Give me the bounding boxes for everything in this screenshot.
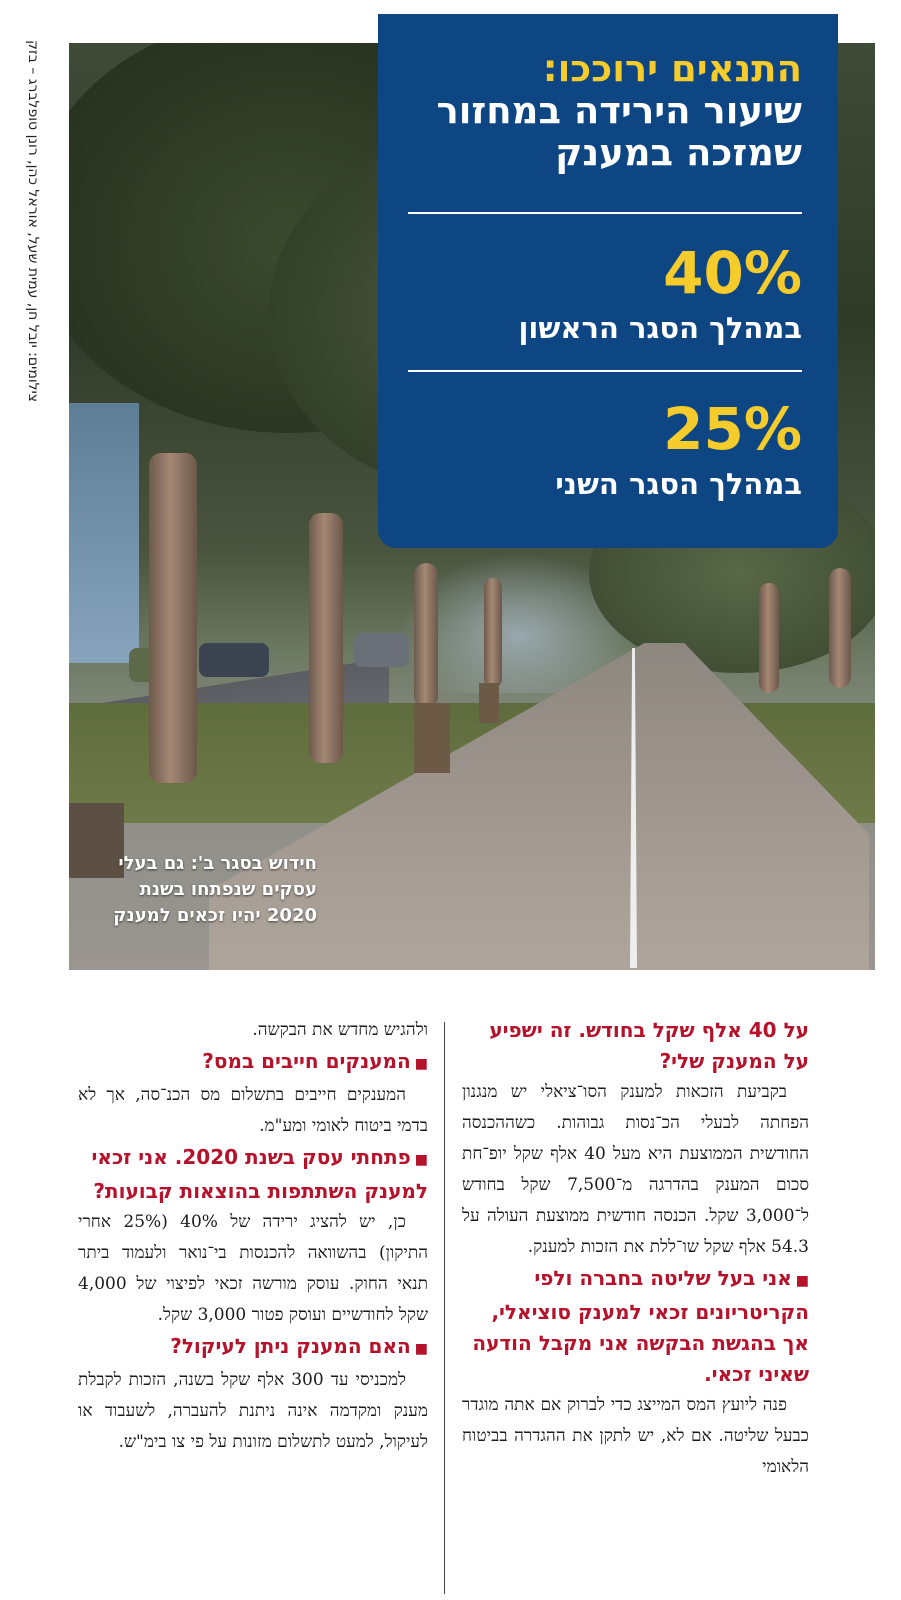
- info-title-highlight: התנאים ירוככו:: [542, 47, 802, 90]
- square-bullet-icon: ■: [414, 1152, 428, 1168]
- answer-paragraph: למכניסי עד 300 אלף שקל בשנה, הזכות לקבלת מענק ומקדמה אינה ניתנת להעברה, לשעבוד או לעיקול, למעט לתשלום מזונות על פי צו בימ"ש.: [78, 1370, 428, 1452]
- caption-line: 2020 יהיו זכאים למענק: [113, 905, 317, 926]
- photo-caption: [87, 851, 317, 929]
- divider: [408, 212, 802, 214]
- answer-paragraph: בקביעת הזכאות למענק הסו־ציאלי יש מנגנון הפחתה לבעלי הכ־נסות גבוהות. כשההכנסה החודשית הממוצעת היא מעל 40 אלף שקל יופ־חת סכום המענק בהדרגה מ־7,500 שקל בחודש ל־3,000 שקל. הכנסה חודשית ממוצעת העולה על 54.3 אלף שקל שו־ללת את הזכות למענק.: [462, 1082, 809, 1257]
- parked-car: [199, 643, 269, 677]
- caption-line: חידוש בסגר ב': גם בעלי: [118, 853, 317, 874]
- question-heading: [78, 1142, 428, 1207]
- answer-paragraph: כן, יש להציג ירידה של 40% (25% אחרי התיקון) בהשוואה להכנסות בי־נואר ולעמוד ביתר תנאי החוק. עוסק מורשה זכאי לפיצוי של 4,000 שקל לחודשיים ועוסק פטור 3,000 שקל.: [78, 1212, 428, 1325]
- question-heading: [78, 1331, 428, 1365]
- tree-trunk: [309, 513, 343, 763]
- square-bullet-icon: ■: [795, 1273, 809, 1289]
- question-heading: [78, 1046, 428, 1080]
- divider: [408, 370, 802, 372]
- article-column-right: [462, 1015, 809, 1483]
- answer-paragraph: ולהגיש מחדש את הבקשה.: [252, 1020, 428, 1040]
- parked-car: [354, 633, 409, 667]
- building-area: [69, 403, 139, 663]
- stat-second-lockdown-label: במהלך הסגר השני: [555, 467, 802, 501]
- photo-credit: [20, 40, 46, 600]
- bench: [479, 683, 499, 723]
- answer-paragraph: המענקים חייבים בתשלום מס הכנ־סה, אך לא בדמי ביטוח לאומי ומע"מ.: [78, 1085, 428, 1136]
- info-title-line: שמזכה במענק: [555, 131, 802, 174]
- stat-first-lockdown-value: 40%: [663, 239, 802, 307]
- tree-trunk: [829, 568, 851, 688]
- stat-second-lockdown-value: 25%: [663, 395, 802, 463]
- square-bullet-icon: ■: [414, 1056, 428, 1072]
- column-divider: [444, 1022, 445, 1594]
- answer-paragraph: פנה ליועץ המס המייצג כדי לברוק אם אתה מוגדר כבעל שליטה. אם לא, יש לתקן את ההגדרה בביטוח הלאומי: [462, 1395, 809, 1477]
- tree-trunk: [484, 578, 502, 688]
- tree-trunk: [759, 583, 779, 693]
- square-bullet-icon: ■: [414, 1341, 428, 1357]
- question-heading: על 40 אלף שקל בחודש. זה ישפיע על המענק שלי?: [489, 1018, 809, 1073]
- article-column-left: [78, 1015, 428, 1458]
- question-text: האם המענק ניתן לעיקול?: [170, 1334, 411, 1358]
- tree-trunk: [414, 563, 438, 708]
- info-box: [378, 14, 838, 548]
- question-text: המענקים חייבים במס?: [202, 1049, 411, 1073]
- tree-trunk: [149, 453, 197, 783]
- info-title-line: שיעור הירידה במחזור: [436, 89, 802, 132]
- caption-line: עסקים שנפתחו בשנת: [139, 879, 317, 900]
- stat-first-lockdown-label: במהלך הסגר הראשון: [518, 311, 802, 345]
- bench: [414, 703, 450, 773]
- photo-credit-text: צילומים: יובל חן, עמית שעל, אוראל כהן, רונן טופלברג – בזק: [25, 40, 41, 403]
- question-heading: [462, 1263, 809, 1390]
- question-text: אני בעל שליטה בחברה ולפי הקריטריונים זכאי למענק סוציאלי, אך בהגשת הבקשה אני מקבל הודעה שאיני זכאי.: [472, 1266, 809, 1386]
- question-text: פתחתי עסק בשנת 2020. אני זכאי למענק השתתפות בהוצאות קבועות?: [91, 1145, 428, 1203]
